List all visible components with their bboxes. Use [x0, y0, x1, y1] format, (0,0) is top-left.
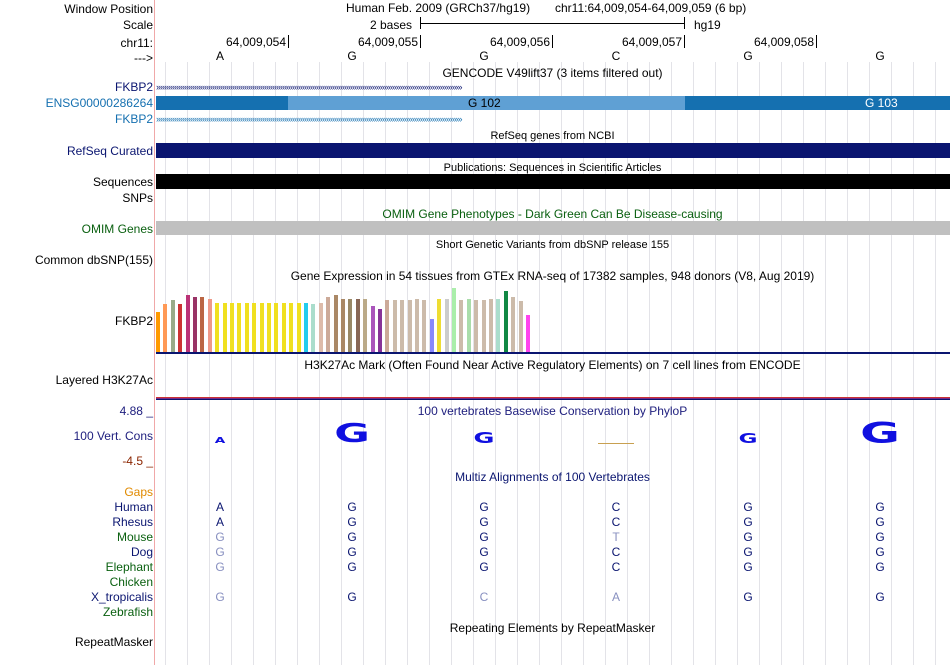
omim-title: OMIM Gene Phenotypes - Dark Green Can Be Disease-causing — [382, 207, 723, 221]
gtex-tissue-bar[interactable] — [526, 315, 530, 352]
alignment-base: A — [611, 590, 620, 604]
ruler-base: G — [875, 49, 885, 63]
alignment-base: C — [611, 545, 621, 559]
gtex-tissue-bar[interactable] — [267, 303, 271, 352]
exon-label-103: G 103 — [865, 96, 898, 110]
gtex-tissue-bar[interactable] — [348, 299, 352, 352]
alignment-base: G — [875, 560, 885, 574]
gtex-tissue-bar[interactable] — [230, 303, 234, 352]
dbsnp-label[interactable]: Common dbSNP(155) — [34, 253, 153, 267]
ruler-tick-mark — [552, 35, 553, 48]
gtex-tissue-bar[interactable] — [334, 295, 338, 352]
ruler-tick-label: 64,009,058 — [753, 35, 814, 49]
alignment-base: G — [743, 560, 753, 574]
alignment-base: G — [743, 590, 753, 604]
assembly-name: Human Feb. 2009 (GRCh37/hg19) — [346, 1, 531, 15]
gtex-tissue-bar[interactable] — [252, 303, 256, 352]
cons-letter: G — [860, 416, 900, 450]
gtex-tissue-bar[interactable] — [186, 295, 190, 352]
cons-letter: G — [473, 429, 495, 448]
alignment-base: G — [479, 515, 489, 529]
species-label[interactable]: Rhesus — [112, 515, 153, 529]
scale-label: Scale — [122, 18, 153, 32]
gtex-label[interactable]: FKBP2 — [114, 314, 153, 328]
ruler-tick-mark — [288, 35, 289, 48]
species-label[interactable]: Dog — [130, 545, 153, 559]
gtex-tissue-bar[interactable] — [245, 303, 249, 352]
alignment-base: G — [215, 590, 225, 604]
gaps-label: Gaps — [124, 485, 153, 499]
gencode-intron-fkbp2-a[interactable]: ››››››››››››››››››››››››››››››››››››››››››››››››››››››››››››››››››››››››››››››››››››››››››››››››››››››››››››››››››››››››››››››››››››››››››››››››››››››››› — [156, 84, 462, 91]
species-label[interactable]: Mouse — [116, 530, 153, 544]
alignment-base: G — [215, 560, 225, 574]
gtex-tissue-bar[interactable] — [519, 301, 523, 352]
gtex-tissue-bar[interactable] — [282, 303, 286, 352]
gencode-label-fkbp2-b[interactable]: FKBP2 — [114, 112, 153, 126]
alignment-base: G — [347, 560, 357, 574]
ruler-tick-mark — [684, 35, 685, 48]
ruler-tick-label: 64,009,056 — [489, 35, 550, 49]
strand-label: ---> — [134, 51, 153, 65]
alignment-base: G — [347, 545, 357, 559]
window-position-label: Window Position — [64, 2, 153, 16]
db-name: hg19 — [694, 18, 721, 32]
gtex-tissue-bar[interactable] — [163, 304, 167, 352]
gtex-tissue-bar[interactable] — [459, 300, 463, 352]
gtex-tissue-bar[interactable] — [156, 312, 160, 352]
alignment-base: G — [215, 530, 225, 544]
gtex-tissue-bar[interactable] — [304, 303, 308, 352]
gtex-tissue-bar[interactable] — [193, 297, 197, 352]
label-separator — [154, 0, 155, 665]
gtex-tissue-bar[interactable] — [319, 303, 323, 352]
alignment-base: G — [743, 500, 753, 514]
refseq-bar[interactable] — [156, 143, 950, 158]
gtex-tissue-bar[interactable] — [200, 297, 204, 352]
gtex-tissue-bar[interactable] — [378, 309, 382, 352]
gtex-tissue-bar[interactable] — [297, 303, 301, 352]
cons-letter: G — [738, 430, 758, 447]
alignment-base: G — [479, 500, 489, 514]
gtex-tissue-bar[interactable] — [237, 303, 241, 352]
multiz-title: Multiz Alignments of 100 Vertebrates — [455, 470, 650, 484]
alignment-base: G — [875, 530, 885, 544]
gtex-baseline — [156, 352, 950, 354]
refseq-title: RefSeq genes from NCBI — [490, 130, 615, 142]
species-label[interactable]: Zebrafish — [102, 605, 153, 619]
ruler-base: G — [743, 49, 753, 63]
species-label[interactable]: Elephant — [105, 560, 153, 574]
gtex-tissue-bar[interactable] — [289, 303, 293, 352]
chrom-label: chr11: — [120, 36, 153, 50]
gtex-tissue-bar[interactable] — [504, 291, 508, 352]
omim-label[interactable]: OMIM Genes — [81, 222, 153, 236]
h3k27ac-title: H3K27Ac Mark (Often Found Near Active Regulatory Elements) on 7 cell lines from ENCODE — [304, 358, 801, 372]
refseq-label[interactable]: RefSeq Curated — [66, 144, 153, 158]
species-label[interactable]: Human — [114, 500, 153, 514]
alignment-base: G — [215, 545, 225, 559]
position-range[interactable]: chr11:64,009,054-64,009,059 (6 bp) — [555, 1, 747, 15]
alignment-base: T — [612, 530, 620, 544]
gtex-tissue-bar[interactable] — [393, 300, 397, 352]
gtex-tissue-bar[interactable] — [511, 297, 515, 352]
gtex-tissue-bar[interactable] — [408, 300, 412, 352]
gtex-tissue-bar[interactable] — [400, 300, 404, 352]
alignment-base: G — [479, 560, 489, 574]
alignment-base: G — [479, 530, 489, 544]
alignment-base: A — [215, 515, 224, 529]
gtex-tissue-bar[interactable] — [356, 299, 360, 352]
repeatmasker-label[interactable]: RepeatMasker — [74, 635, 153, 649]
ruler-base: A — [215, 49, 224, 63]
alignment-base: G — [875, 515, 885, 529]
cons-title: 100 vertebrates Basewise Conservation by PhyloP — [417, 404, 688, 418]
gtex-tissue-bar[interactable] — [474, 300, 478, 352]
cons-letter: A — [214, 436, 226, 446]
gtex-tissue-bar[interactable] — [274, 303, 278, 352]
cons-max-label: 4.88 _ — [119, 404, 153, 418]
gtex-tissue-bar[interactable] — [371, 306, 375, 352]
alignment-base: G — [347, 515, 357, 529]
snps-label[interactable]: SNPs — [122, 191, 153, 205]
alignment-base: G — [743, 515, 753, 529]
alignment-base: G — [479, 545, 489, 559]
alignment-base: C — [479, 590, 489, 604]
gtex-tissue-bar[interactable] — [430, 319, 434, 352]
publications-label[interactable]: Sequences — [92, 175, 153, 189]
h3k27ac-line-navy — [156, 399, 950, 400]
ruler-base: G — [347, 49, 357, 63]
ruler-base: C — [611, 49, 621, 63]
gtex-tissue-bar[interactable] — [215, 303, 219, 352]
gtex-tissue-bar[interactable] — [422, 300, 426, 352]
ruler-tick-mark — [816, 35, 817, 48]
cons-score-mark — [598, 443, 634, 444]
gtex-bar-chart[interactable] — [156, 283, 536, 352]
alignment-base: C — [611, 515, 621, 529]
gtex-title: Gene Expression in 54 tissues from GTEx RNA-seq of 17382 samples, 948 donors (V8, Aug 2019) — [290, 269, 815, 283]
gtex-tissue-bar[interactable] — [223, 303, 227, 352]
gencode-title: GENCODE V49lift37 (3 items filtered out) — [442, 66, 663, 80]
gtex-tissue-bar[interactable] — [467, 299, 471, 352]
gtex-tissue-bar[interactable] — [341, 299, 345, 352]
alignment-base: C — [611, 500, 621, 514]
alignment-base: G — [347, 500, 357, 514]
alignment-base: G — [743, 530, 753, 544]
gencode-transcript-ensg[interactable] — [156, 96, 950, 110]
cons-label[interactable]: 100 Vert. Cons — [73, 429, 153, 443]
alignment-base: A — [215, 500, 224, 514]
gtex-tissue-bar[interactable] — [385, 300, 389, 352]
gtex-tissue-bar[interactable] — [437, 299, 441, 352]
gtex-tissue-bar[interactable] — [415, 299, 419, 352]
gtex-tissue-bar[interactable] — [326, 297, 330, 352]
gtex-tissue-bar[interactable] — [260, 303, 264, 352]
gtex-tissue-bar[interactable] — [311, 304, 315, 352]
scale-bar — [420, 17, 685, 29]
gtex-tissue-bar[interactable] — [489, 299, 493, 352]
publications-title: Publications: Sequences in Scientific Articles — [443, 162, 662, 174]
species-label[interactable]: X_tropicalis — [90, 590, 153, 604]
alignment-base: G — [347, 530, 357, 544]
cons-letter: G — [334, 419, 370, 450]
alignment-base: G — [875, 500, 885, 514]
gtex-tissue-bar[interactable] — [178, 304, 182, 352]
omim-bar[interactable] — [156, 221, 950, 235]
publications-bar[interactable] — [156, 174, 950, 189]
alignment-base: C — [611, 560, 621, 574]
exon-label-102: G 102 — [468, 96, 501, 110]
gencode-label-ensg[interactable]: ENSG00000286264 — [45, 96, 153, 110]
ruler-tick-mark — [420, 35, 421, 48]
alignment-base: G — [875, 590, 885, 604]
species-label[interactable]: Chicken — [109, 575, 153, 589]
gtex-tissue-bar[interactable] — [171, 300, 175, 352]
gtex-tissue-bar[interactable] — [452, 288, 456, 352]
gtex-tissue-bar[interactable] — [482, 300, 486, 352]
dbsnp-title: Short Genetic Variants from dbSNP release 155 — [435, 239, 670, 251]
cons-min-label: -4.5 _ — [122, 454, 153, 468]
scale-text: 2 bases — [370, 18, 413, 32]
gencode-label-fkbp2-a[interactable]: FKBP2 — [114, 80, 153, 94]
repeatmasker-title: Repeating Elements by RepeatMasker — [449, 621, 656, 635]
gtex-tissue-bar[interactable] — [445, 299, 449, 352]
gtex-tissue-bar[interactable] — [208, 299, 212, 352]
gtex-tissue-bar[interactable] — [496, 299, 500, 352]
alignment-base: G — [347, 590, 357, 604]
alignment-base: G — [875, 545, 885, 559]
gencode-intron-fkbp2-b[interactable]: ››››››››››››››››››››››››››››››››››››››››››››››››››››››››››››››››››››››››››››››››››››››››››››››››››››››››››››››››››››››››››››››››››››››››››››››››››››››››› — [156, 116, 462, 123]
ruler-base: G — [479, 49, 489, 63]
ruler-tick-label: 64,009,057 — [621, 35, 682, 49]
alignment-base: G — [743, 545, 753, 559]
h3k27ac-label[interactable]: Layered H3K27Ac — [55, 373, 153, 387]
ruler-tick-label: 64,009,054 — [225, 35, 286, 49]
gtex-tissue-bar[interactable] — [363, 299, 367, 352]
ruler-tick-label: 64,009,055 — [357, 35, 418, 49]
